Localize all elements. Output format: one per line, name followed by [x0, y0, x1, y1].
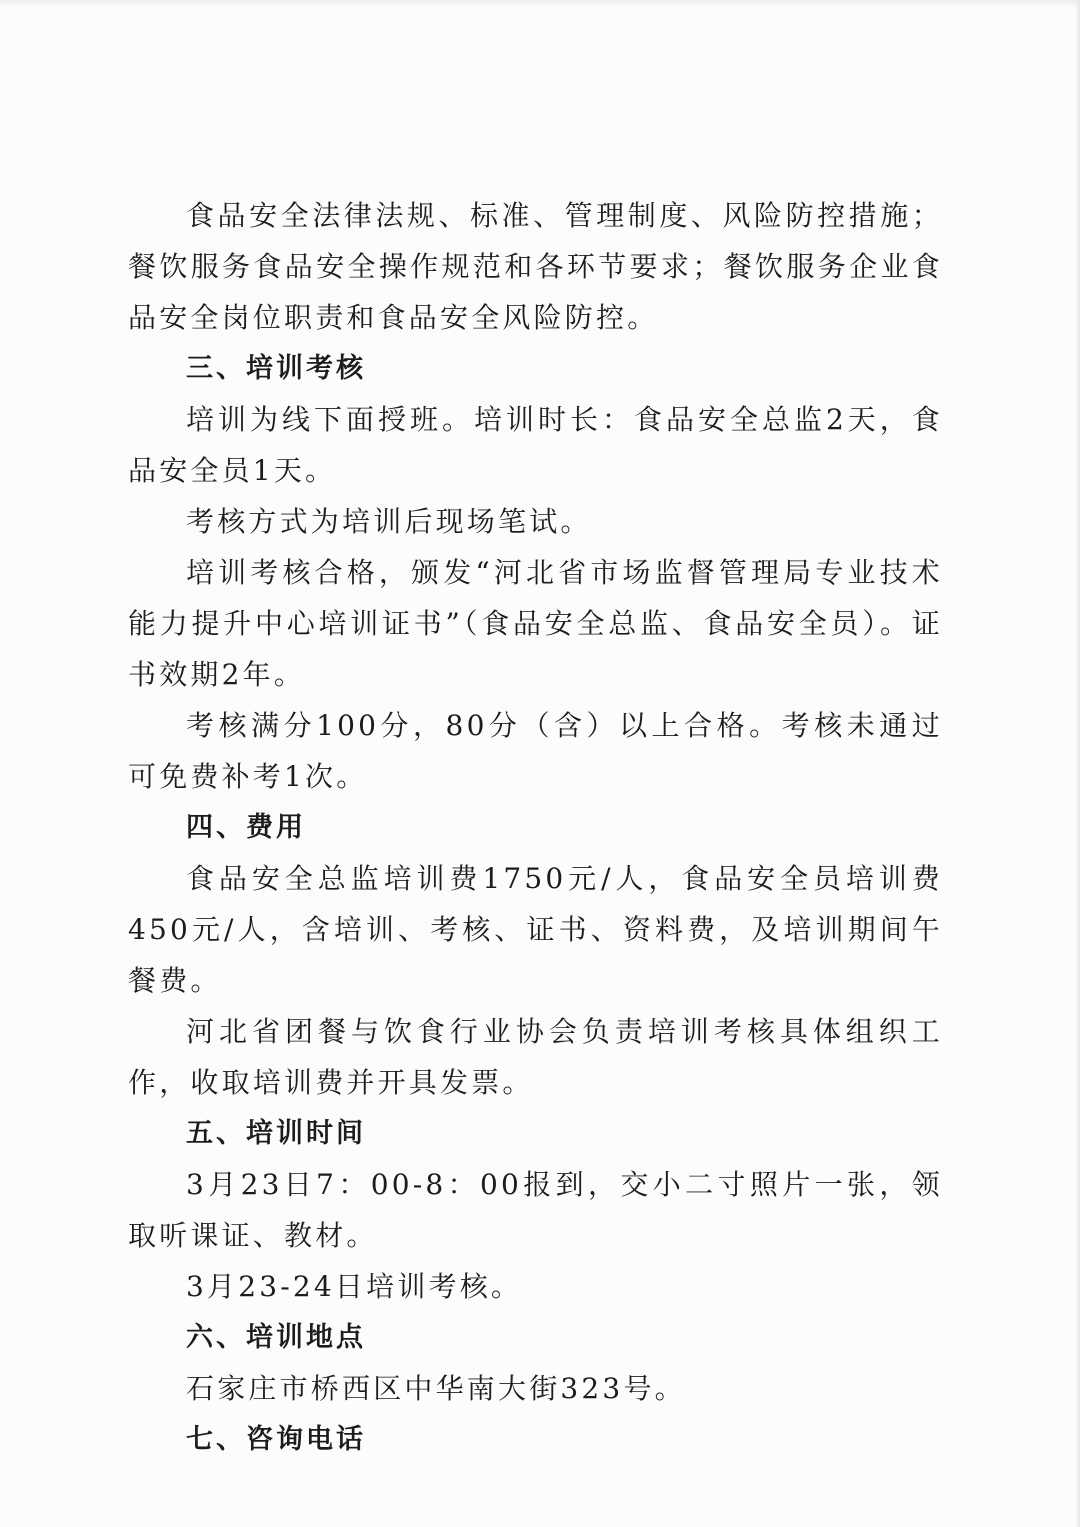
- section-heading-fees: 四、费用: [186, 812, 306, 843]
- schedule-paragraph-1: 3月23日7：00-8：00报到，交小二寸照片一张，领取听课证、教材。: [128, 1168, 943, 1252]
- fees-paragraph-1: 食品安全总监培训费1750元/人，食品安全员培训费450元/人，含培训、考核、证书、资料费，及培训期间午餐费。: [128, 862, 943, 997]
- section-heading-contact: 七、咨询电话: [186, 1424, 366, 1455]
- section-heading-location: 六、培训地点: [186, 1322, 366, 1353]
- assessment-paragraph-1: 培训为线下面授班。培训时长：食品安全总监2天，食品安全员1天。: [128, 403, 943, 487]
- assessment-paragraph-4: 考核满分100分，80分（含）以上合格。考核未通过可免费补考1次。: [128, 709, 943, 793]
- assessment-paragraph-3: 培训考核合格，颁发“河北省市场监督管理局专业技术能力提升中心培训证书”（食品安全总监、食品安全员）。证书效期2年。: [128, 556, 943, 691]
- scan-right-edge: [1075, 0, 1080, 1527]
- fees-paragraph-2: 河北省团餐与饮食行业协会负责培训考核具体组织工作，收取培训费并开具发票。: [128, 1015, 943, 1099]
- section-heading-schedule: 五、培训时间: [186, 1118, 366, 1149]
- document-body: [128, 190, 943, 1465]
- schedule-paragraph-2: 3月23-24日培训考核。: [186, 1270, 523, 1303]
- location-paragraph-1: 石家庄市桥西区中华南大街323号。: [186, 1372, 686, 1405]
- intro-paragraph: 食品安全法律法规、标准、管理制度、风险防控措施；餐饮服务食品安全操作规范和各环节要求；餐饮服务企业食品安全岗位职责和食品安全风险防控。: [128, 199, 943, 334]
- section-heading-assessment: 三、培训考核: [186, 353, 366, 384]
- scan-top-edge: [0, 0, 1080, 8]
- assessment-paragraph-2: 考核方式为培训后现场笔试。: [186, 505, 592, 538]
